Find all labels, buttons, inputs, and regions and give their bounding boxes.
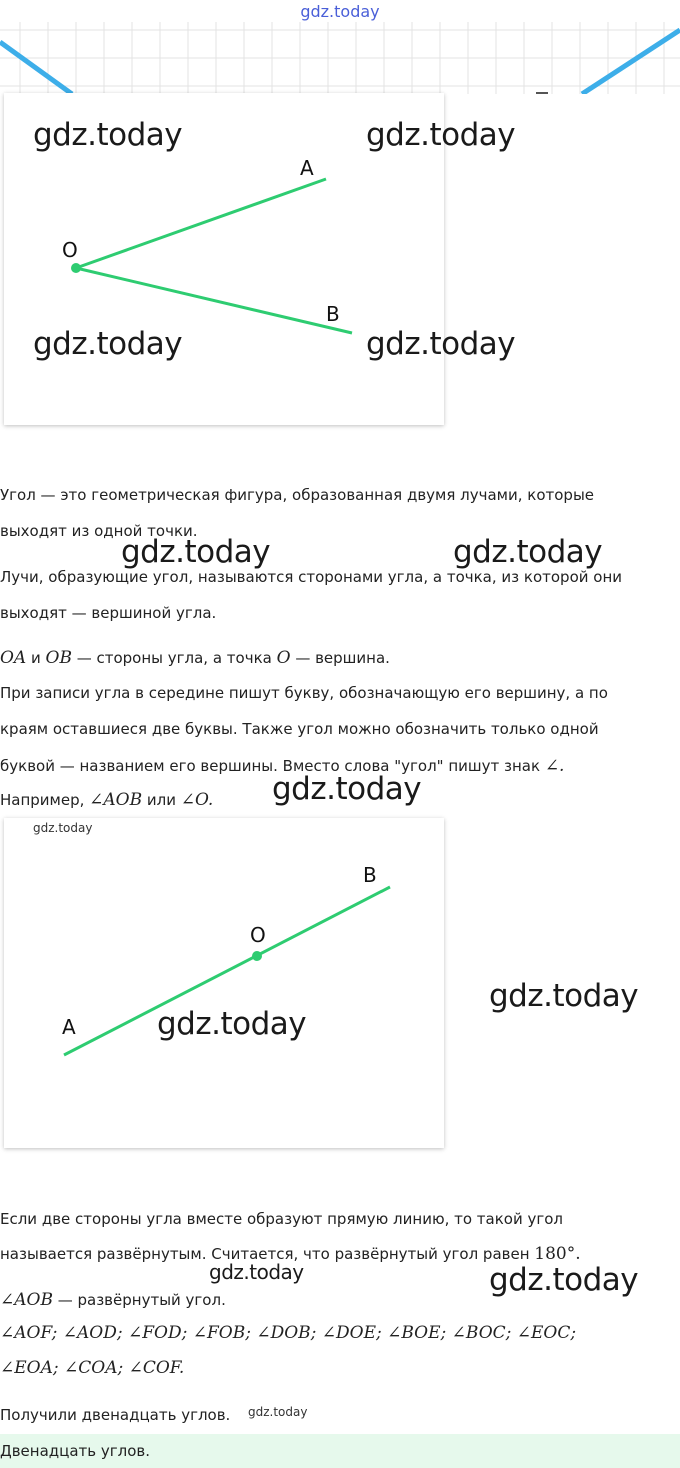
angle-sign: ∠. [544, 756, 565, 776]
math-angle-aob: ∠AOB [89, 790, 143, 810]
straight-angle-text-line [0, 1244, 680, 1264]
watermark-small: gdz.today [33, 821, 93, 835]
watermark: gdz.today [489, 1262, 639, 1298]
watermark: gdz.today [272, 771, 422, 807]
ray-ob [76, 268, 352, 333]
straight-angle-example-line [0, 1290, 680, 1310]
site-label: gdz.today [300, 2, 380, 21]
notation-text-line: При записи угла в середине пишут букву, обозначающую его вершину, а по [0, 684, 608, 702]
watermark: gdz.today [489, 978, 639, 1014]
watermark: gdz.today [33, 326, 183, 362]
top-cropped-figure [0, 22, 680, 94]
angle-list-line: ∠AOF; ∠AOD; ∠FOD; ∠FOB; ∠DOB; ∠DOE; ∠BOE; ∠BOC; ∠EOC; [0, 1323, 577, 1343]
answer-text: Двенадцать углов. [0, 1442, 151, 1460]
watermark: gdz.today [157, 1006, 307, 1042]
math-oa: OA [0, 648, 27, 668]
text-or: или [142, 791, 181, 809]
math-o: O [276, 648, 291, 668]
answer-box [0, 1434, 680, 1468]
straight-angle-figure-card [4, 818, 444, 1148]
straight-angle-diagram [4, 818, 444, 1148]
point-label-o: O [250, 923, 266, 947]
vertex-o-point [71, 263, 81, 273]
watermark: gdz.today [366, 117, 516, 153]
result-text: Получили двенадцать углов. [0, 1406, 231, 1424]
point-label-a: A [62, 1015, 76, 1039]
point-label-b: B [363, 863, 377, 887]
ray-oa [76, 179, 326, 268]
text-and: и [26, 649, 46, 667]
math-angle-aob: ∠AOB [0, 1290, 53, 1310]
text-vertex: — вершина. [290, 649, 390, 667]
straight-angle-label: — развёрнутый угол. [52, 1291, 226, 1309]
definition-text-line: выходят из одной точки. [0, 522, 198, 540]
point-label-o: O [62, 238, 78, 262]
text-sides: — стороны угла, а точка [71, 649, 277, 667]
watermark: gdz.today [121, 534, 271, 570]
sides-formula-line [0, 648, 680, 668]
math-ob: OB [45, 648, 72, 668]
notation-text: буквой — названием его вершины. Вместо слова "угол" пишут знак [0, 757, 545, 775]
watermark: gdz.today [366, 326, 516, 362]
point-label-a: A [300, 156, 314, 180]
straight-angle-text-line: Если две стороны угла вместе образуют прямую линию, то такой угол [0, 1210, 563, 1228]
watermark: gdz.today [453, 534, 603, 570]
math-angle-o: ∠O. [180, 790, 214, 810]
example-text: Например, [0, 791, 90, 809]
sides-text-line: выходят — вершиной угла. [0, 604, 217, 622]
sides-text-line: Лучи, образующие угол, называются сторонами угла, а точка, из которой они [0, 568, 622, 586]
angle-list-line: ∠EOA; ∠COA; ∠COF. [0, 1358, 185, 1378]
watermark: gdz.today [33, 117, 183, 153]
notation-text-line: краям оставшиеся две буквы. Также угол можно обозначить только одной [0, 720, 599, 738]
blue-line-right [582, 30, 680, 94]
straight-angle-text: называется развёрнутым. Считается, что развёрнутый угол равен [0, 1245, 535, 1263]
vertex-o-point [252, 951, 262, 961]
point-label-b: B [326, 302, 340, 326]
watermark: gdz.today [209, 1260, 304, 1284]
definition-text-line: Угол — это геометрическая фигура, образованная двумя лучами, которые [0, 486, 595, 504]
math-180-degrees: 180°. [534, 1244, 581, 1264]
watermark-small: gdz.today [248, 1405, 308, 1419]
